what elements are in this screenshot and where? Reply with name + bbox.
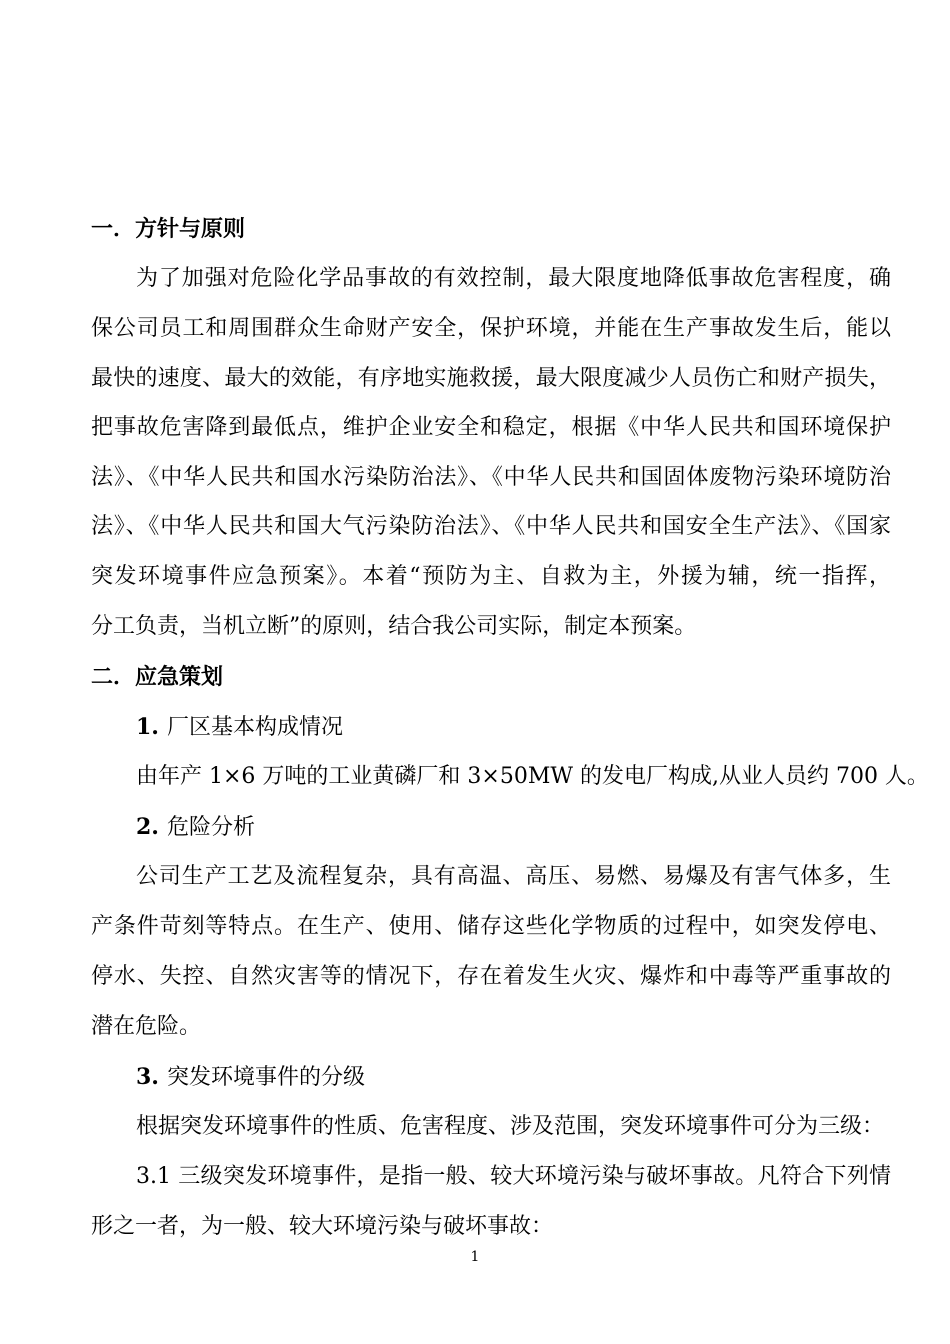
subsection-heading-3: [136, 1062, 891, 1093]
section-heading-2: 二．应急策划: [91, 664, 224, 690]
paragraph-line: 法》、《中华人民共和国大气污染防治法》、《中华人民共和国安全生产法》、《国家: [91, 514, 891, 539]
section-heading-1: 一．方针与原则: [91, 216, 246, 242]
paragraph-line: 保公司员工和周围群众生命财产安全，保护环境，并能在生产事故发生后，能以: [91, 316, 891, 341]
subsection-title: 厂区基本构成情况: [166, 715, 343, 740]
paragraph-line: 由年产 1×6 万吨的工业黄磷厂和 3×50MW 的发电厂构成,从业人员约 700 人。: [136, 764, 929, 789]
paragraph-line: 分工负责，当机立断”的原则，结合我公司实际，制定本预案。: [91, 614, 697, 639]
paragraph-line: 停水、失控、自然灾害等的情况下，存在着发生火灾、爆炸和中毒等严重事故的: [91, 964, 891, 989]
subsection-heading-1: [136, 712, 891, 743]
paragraph-line: 根据突发环境事件的性质、危害程度、涉及范围，突发环境事件可分为三级：: [136, 1114, 885, 1139]
paragraph-line: 产条件苛刻等特点。在生产、使用、储存这些化学物质的过程中，如突发停电、: [91, 914, 891, 939]
paragraph-line: 最快的速度、最大的效能，有序地实施救援，最大限度减少人员伤亡和财产损失，: [91, 366, 891, 391]
paragraph-line: 法》、《中华人民共和国水污染防治法》、《中华人民共和国固体废物污染环境防治: [91, 465, 891, 490]
subsection-number: 3.: [136, 1064, 159, 1090]
paragraph-line: 形之一者，为一般、较大环境污染与破坏事故：: [91, 1214, 554, 1239]
subsection-heading-2: [136, 812, 891, 843]
paragraph-line: 潜在危险。: [91, 1014, 202, 1039]
subsection-title: 突发环境事件的分级: [166, 1065, 365, 1090]
subsection-number: 2.: [136, 814, 159, 840]
paragraph-line: 把事故危害降到最低点，维护企业安全和稳定，根据《中华人民共和国环境保护: [91, 415, 891, 440]
paragraph-line: 为了加强对危险化学品事故的有效控制，最大限度地降低事故危害程度，确: [136, 266, 891, 291]
subsection-title: 危险分析: [166, 815, 255, 840]
paragraph-line: 突发环境事件应急预案》。本着“预防为主、自救为主，外援为辅，统一指挥，: [91, 564, 891, 589]
paragraph-line: 公司生产工艺及流程复杂，具有高温、高压、易燃、易爆及有害气体多，生: [136, 864, 891, 889]
subsection-number: 1.: [136, 714, 159, 740]
paragraph-line: 3.1 三级突发环境事件，是指一般、较大环境污染与破坏事故。凡符合下列情: [136, 1164, 891, 1189]
page-number: 1: [470, 1249, 480, 1265]
